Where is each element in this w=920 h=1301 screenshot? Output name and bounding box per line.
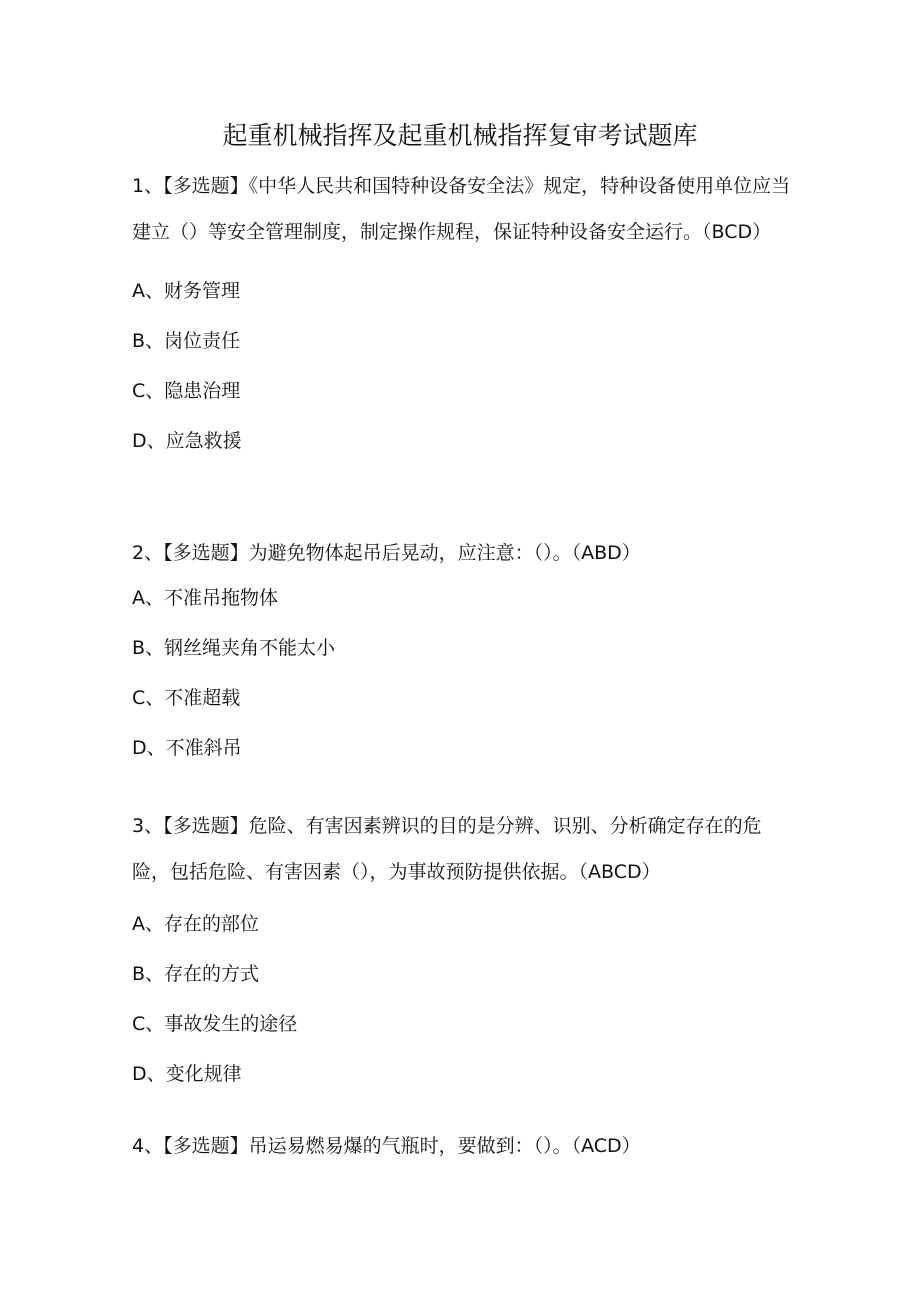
- question-4: [132, 1123, 792, 1169]
- document-title: 起重机械指挥及起重机械指挥复审考试题库: [222, 121, 698, 150]
- option-d: D、变化规律: [132, 1063, 242, 1085]
- option-a: A、财务管理: [132, 280, 240, 302]
- option-c: C、隐患治理: [132, 380, 241, 402]
- question-1: [132, 163, 792, 476]
- option-c: C、事故发生的途径: [132, 1013, 298, 1035]
- option-b: B、岗位责任: [132, 330, 241, 352]
- question-stem: 1、【多选题】《中华人民共和国特种设备安全法》规定，特种设备使用单位应当建立（）等安全管理制度，制定操作规程，保证特种设备安全运行。（BCD）: [132, 175, 791, 243]
- question-2: [132, 530, 792, 783]
- question-3: [132, 803, 792, 1109]
- option-c: C、不准超载: [132, 687, 241, 709]
- question-stem: 2、【多选题】为避免物体起吊后晃动，应注意：（）。（ABD）: [132, 542, 641, 564]
- option-b: B、存在的方式: [132, 963, 260, 985]
- option-a: A、不准吊拖物体: [132, 587, 278, 609]
- question-stem: 3、【多选题】危险、有害因素辨识的目的是分辨、识别、分析确定存在的危险，包括危险、有害因素（），为事故预防提供依据。（ABCD）: [132, 815, 762, 883]
- option-d: D、应急救援: [132, 430, 242, 452]
- question-stem: 4、【多选题】吊运易燃易爆的气瓶时，要做到：（）。（ACD）: [132, 1135, 641, 1157]
- option-a: A、存在的部位: [132, 913, 259, 935]
- option-b: B、钢丝绳夹角不能太小: [132, 637, 336, 659]
- option-d: D、不准斜吊: [132, 737, 242, 759]
